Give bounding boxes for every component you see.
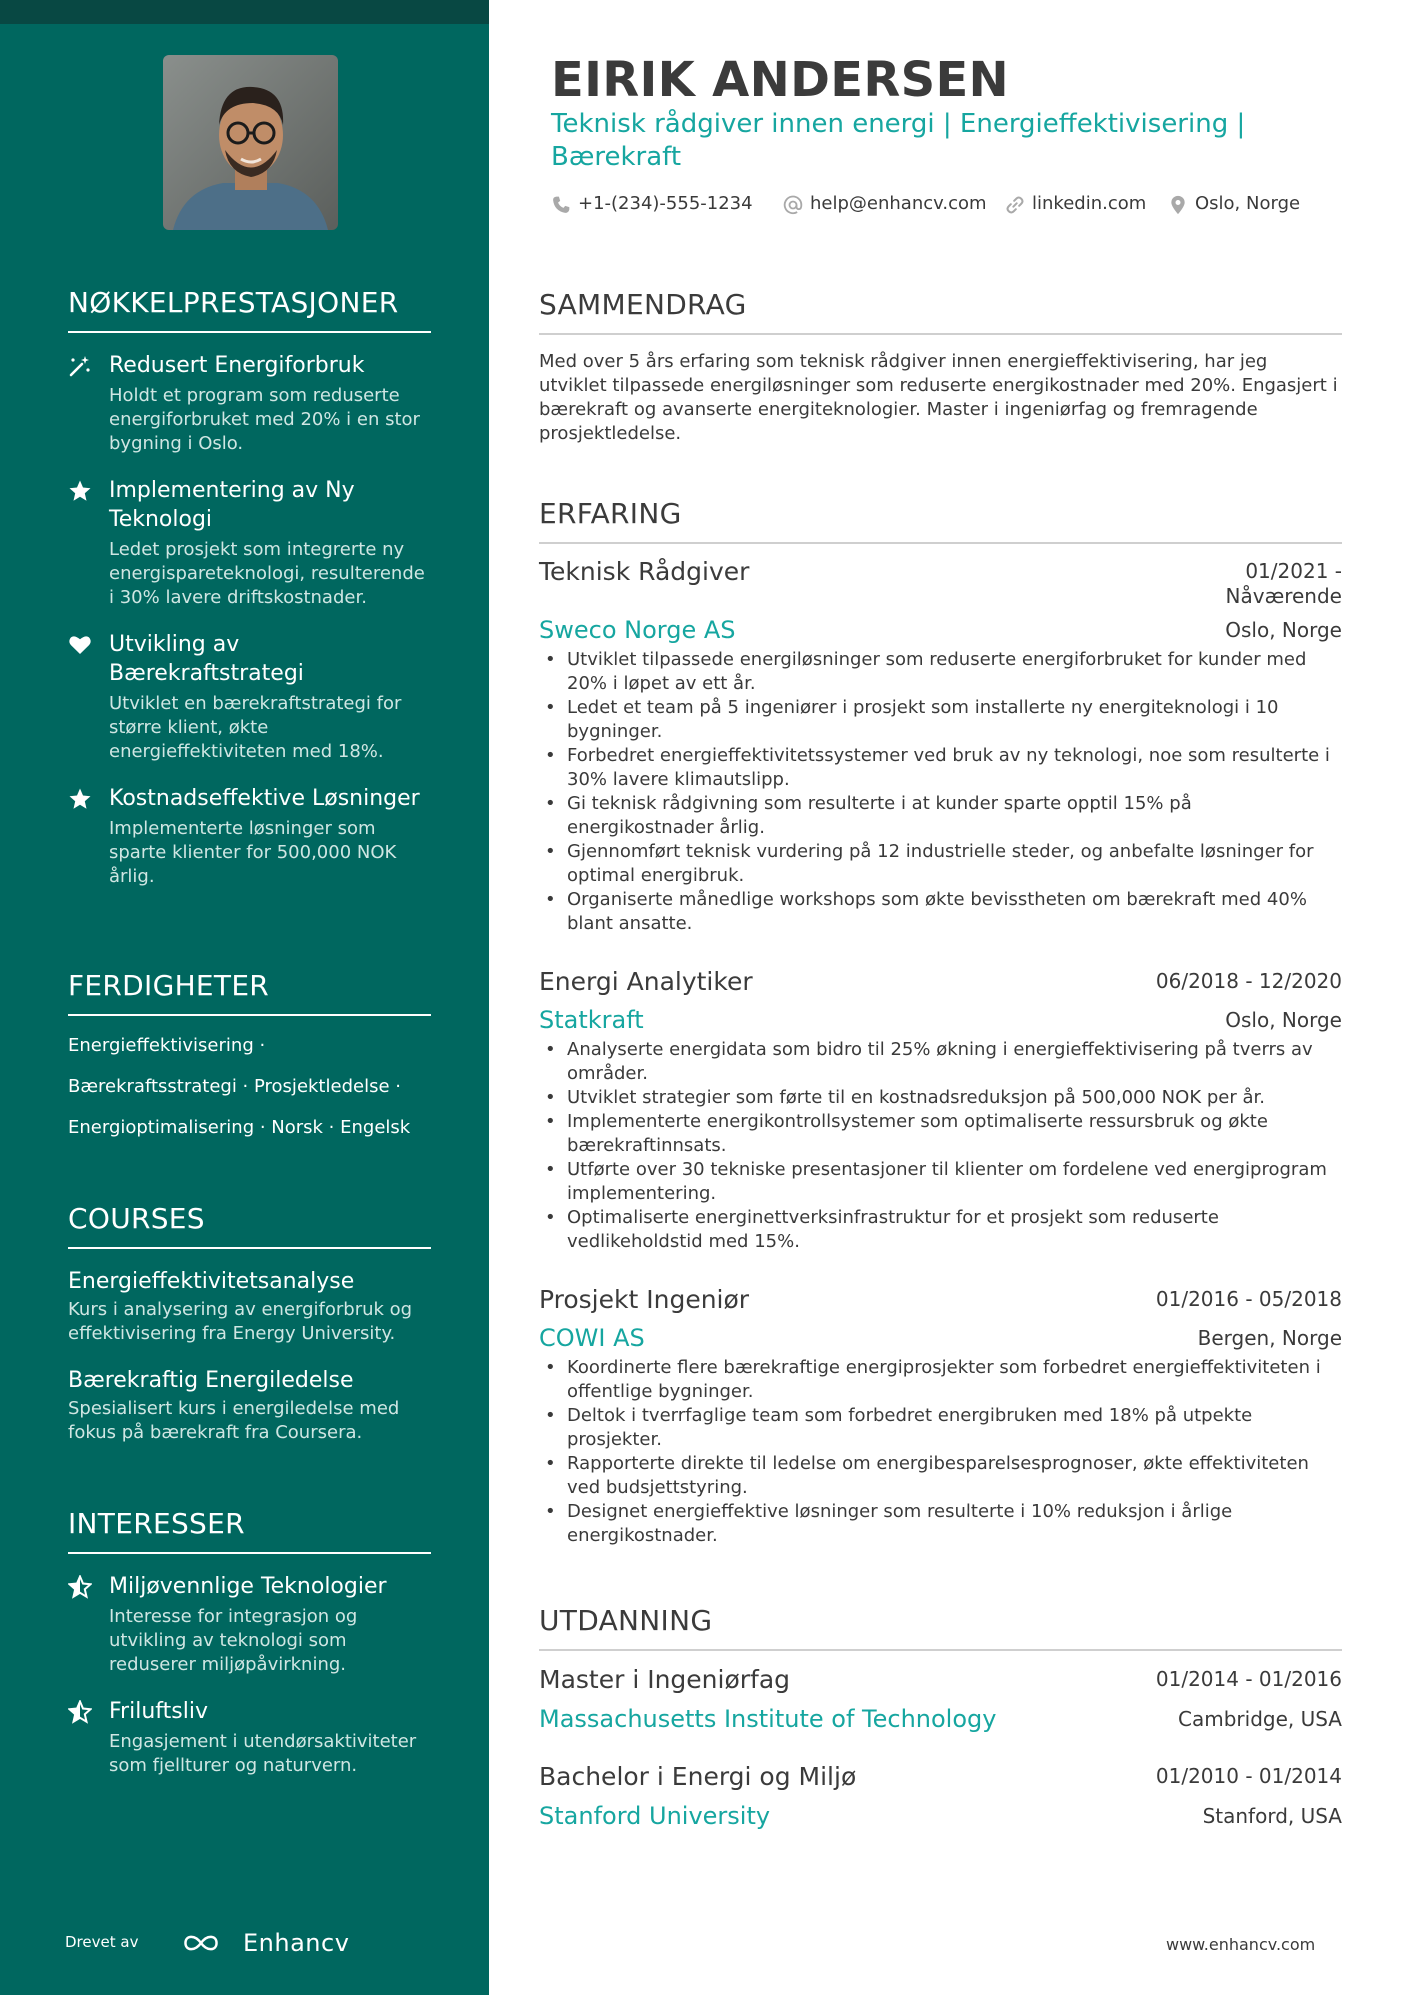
at-sign-icon (783, 195, 803, 215)
experience-title: ERFARING (539, 497, 1342, 544)
course-desc: Spesialisert kurs i energiledelse med fokus på bærekraft fra Coursera. (68, 1398, 400, 1443)
achievement-title: Utvikling av Bærekraftstrategi (109, 632, 304, 686)
half-star-icon (68, 1575, 92, 1599)
job-location: Oslo, Norge (1225, 618, 1342, 642)
phone-text: +1-(234)-555-1234 (578, 193, 753, 214)
achievements-section (68, 286, 431, 909)
skills-line: Energioptimalisering · Norsk · Engelsk (68, 1117, 411, 1138)
school: Stanford University (539, 1802, 771, 1830)
job-bullet: • Forbedret energieffektivitetssystemer ved bruk av ny teknologi, noe som resulterte i 30% lavere klimautslipp. (539, 744, 1342, 792)
linkedin-text: linkedin.com (1032, 193, 1147, 214)
location-text: Oslo, Norge (1195, 193, 1301, 214)
job-date-end: Nåværende (1225, 584, 1342, 608)
job-bullet: • Designet energieffektive løsninger som resulterte i 10% reduksjon i årlige energikostnader. (539, 1500, 1342, 1548)
job-date: 06/2018 - 12/2020 (1155, 969, 1342, 993)
star-icon (68, 479, 92, 503)
sidebar (0, 0, 489, 1995)
course-item (68, 1366, 431, 1445)
job-bullet: • Optimaliserte energinettverksinfrastruktur for et prosjekt som reduserte vedlikeholdstid med 15%. (539, 1206, 1342, 1254)
achievement-desc: Implementerte løsninger som sparte klienter for 500,000 NOK årlig. (109, 818, 397, 887)
achievement-desc: Holdt et program som reduserte energiforbruket med 20% i en stor bygning i Oslo. (109, 385, 420, 454)
course-title: Energieffektivitetsanalyse (68, 1269, 355, 1294)
education-entry (539, 1762, 1342, 1834)
job-bullet: • Organiserte månedlige workshops som økte bevisstheten om bærekraft med 40% blant ansatte. (539, 888, 1342, 936)
courses-section (68, 1202, 431, 1465)
job-bullet: • Gjennomført teknisk vurdering på 12 industrielle steder, og anbefalte løsninger for optimal energibruk. (539, 840, 1342, 888)
achievement-item (68, 351, 431, 456)
summary-title: SAMMENDRAG (539, 288, 1342, 335)
education-entry (539, 1665, 1342, 1737)
enhancv-brand[interactable]: Enhancv (243, 1929, 350, 1957)
powered-by-label: Drevet av (65, 1933, 139, 1951)
candidate-name: EIRIK ANDERSEN (551, 52, 1010, 108)
education-date: 01/2010 - 01/2014 (1155, 1764, 1342, 1788)
profile-photo (163, 55, 338, 230)
achievement-item (68, 476, 431, 610)
school: Massachusetts Institute of Technology (539, 1705, 997, 1733)
link-icon (1005, 195, 1025, 215)
job-location: Bergen, Norge (1197, 1326, 1342, 1350)
job-date: 01/2016 - 05/2018 (1155, 1287, 1342, 1311)
website-link[interactable]: www.enhancv.com (1166, 1935, 1316, 1954)
job-bullet: • Utviklet tilpassede energiløsninger som reduserte energiforbruket for kunder med 20% i løpet av ett år. (539, 648, 1342, 696)
wand-icon (68, 354, 92, 378)
interests-section (68, 1507, 431, 1798)
course-title: Bærekraftig Energiledelse (68, 1368, 354, 1393)
heart-icon (68, 633, 92, 657)
achievement-desc: Utviklet en bærekraftstrategi for større klient, økte energieffektiviteten med 18%. (109, 693, 402, 762)
job-bullet: • Rapporterte direkte til ledelse om energibesparelsesprognoser, økte effektiviteten ved budsjettstyring. (539, 1452, 1342, 1500)
education-location: Stanford, USA (1202, 1804, 1342, 1828)
job-bullets (539, 1038, 1342, 1254)
summary-text: Med over 5 års erfaring som teknisk rådgiver innen energieffektivisering, har jeg utviklet tilpassede energiløsninger som reduserte energikostnader med 20%. Engasjert i bærekraft og avanserte energiteknologier. Master i ingeniørfag og fremragende prosjektledelse. (539, 351, 1338, 444)
job-company: Sweco Norge AS (539, 616, 736, 644)
job-title: Teknisk Rådgiver (539, 557, 750, 586)
job-location: Oslo, Norge (1225, 1008, 1342, 1032)
interest-item (68, 1572, 431, 1677)
interest-title: Friluftsliv (109, 1699, 208, 1724)
course-desc: Kurs i analysering av energiforbruk og effektivisering fra Energy University. (68, 1299, 413, 1344)
job-company: Statkraft (539, 1006, 644, 1034)
education-date: 01/2014 - 01/2016 (1155, 1667, 1342, 1691)
job-bullets (539, 648, 1342, 936)
courses-title: COURSES (68, 1202, 431, 1249)
education-title: UTDANNING (539, 1604, 1342, 1651)
job-bullet: • Utviklet strategier som førte til en kostnadsreduksjon på 500,000 NOK per år. (539, 1086, 1342, 1110)
enhancv-logo-icon[interactable] (183, 1928, 219, 1958)
email-text: help@enhancv.com (810, 193, 987, 214)
job-bullet: • Deltok i tverrfaglige team som forbedret energibruken med 18% på utpekte prosjekter. (539, 1404, 1342, 1452)
job-bullet: • Analyserte energidata som bidro til 25% økning i energieffektivisering på tverrs av områder. (539, 1038, 1342, 1086)
achievement-item (68, 630, 431, 764)
job-title: Prosjekt Ingeniør (539, 1285, 750, 1314)
job-bullet: • Ledet et team på 5 ingeniører i prosjekt som installerte ny energiteknologi i 10 bygninger. (539, 696, 1342, 744)
job-date-start: 01/2021 - (1245, 559, 1342, 583)
job-entry (539, 1285, 1342, 1548)
job-bullet: • Utførte over 30 tekniske presentasjoner til klienter om fordelene ved energiprogram implementering. (539, 1158, 1342, 1206)
job-entry (539, 557, 1342, 936)
half-star-icon (68, 1700, 92, 1724)
job-bullets (539, 1356, 1342, 1548)
job-date (1226, 559, 1342, 609)
degree: Bachelor i Energi og Miljø (539, 1762, 857, 1791)
achievement-title: Redusert Energiforbruk (109, 353, 365, 378)
achievement-title: Implementering av Ny Teknologi (109, 478, 355, 532)
job-bullet: • Gi teknisk rådgivning som resulterte i at kunder sparte opptil 15% på energikostnader årlig. (539, 792, 1342, 840)
interest-desc: Interesse for integrasjon og utvikling av teknologi som reduserer miljøpåvirkning. (109, 1606, 358, 1675)
interest-item (68, 1697, 431, 1778)
interest-title: Miljøvennlige Teknologier (109, 1574, 387, 1599)
star-icon (68, 787, 92, 811)
degree: Master i Ingeniørfag (539, 1665, 791, 1694)
achievement-item (68, 784, 431, 889)
job-bullet: • Koordinerte flere bærekraftige energiprosjekter som forbedret energieffektiviteten i offentlige bygninger. (539, 1356, 1342, 1404)
interests-title: INTERESSER (68, 1507, 431, 1554)
job-company: COWI AS (539, 1324, 645, 1352)
job-entry (539, 967, 1342, 1254)
achievement-title: Kostnadseffektive Løsninger (109, 786, 420, 811)
skills-line: Energieffektivisering · (68, 1035, 266, 1056)
phone-icon (551, 195, 571, 215)
sidebar-top-bar (0, 0, 489, 24)
job-bullet: • Implementerte energikontrollsystemer som optimaliserte ressursbruk og økte bærekraftinnsats. (539, 1110, 1342, 1158)
headline: Teknisk rådgiver innen energi | Energieffektivisering | Bærekraft (551, 109, 1246, 172)
job-title: Energi Analytiker (539, 967, 753, 996)
achievement-desc: Ledet prosjekt som integrerte ny energispareteknologi, resulterende i 30% lavere driftskostnader. (109, 539, 425, 608)
contact-bar (551, 193, 1341, 219)
course-item (68, 1267, 431, 1346)
interest-desc: Engasjement i utendørsaktiviteter som fjellturer og naturvern. (109, 1731, 417, 1776)
skills-section (68, 969, 431, 1157)
achievements-title: NØKKELPRESTASJONER (68, 286, 431, 333)
skills-line: Bærekraftsstrategi · Prosjektledelse · (68, 1076, 401, 1097)
skills-title: FERDIGHETER (68, 969, 431, 1016)
sidebar-footer (65, 1928, 425, 1958)
education-location: Cambridge, USA (1178, 1707, 1342, 1731)
location-pin-icon (1168, 195, 1188, 215)
